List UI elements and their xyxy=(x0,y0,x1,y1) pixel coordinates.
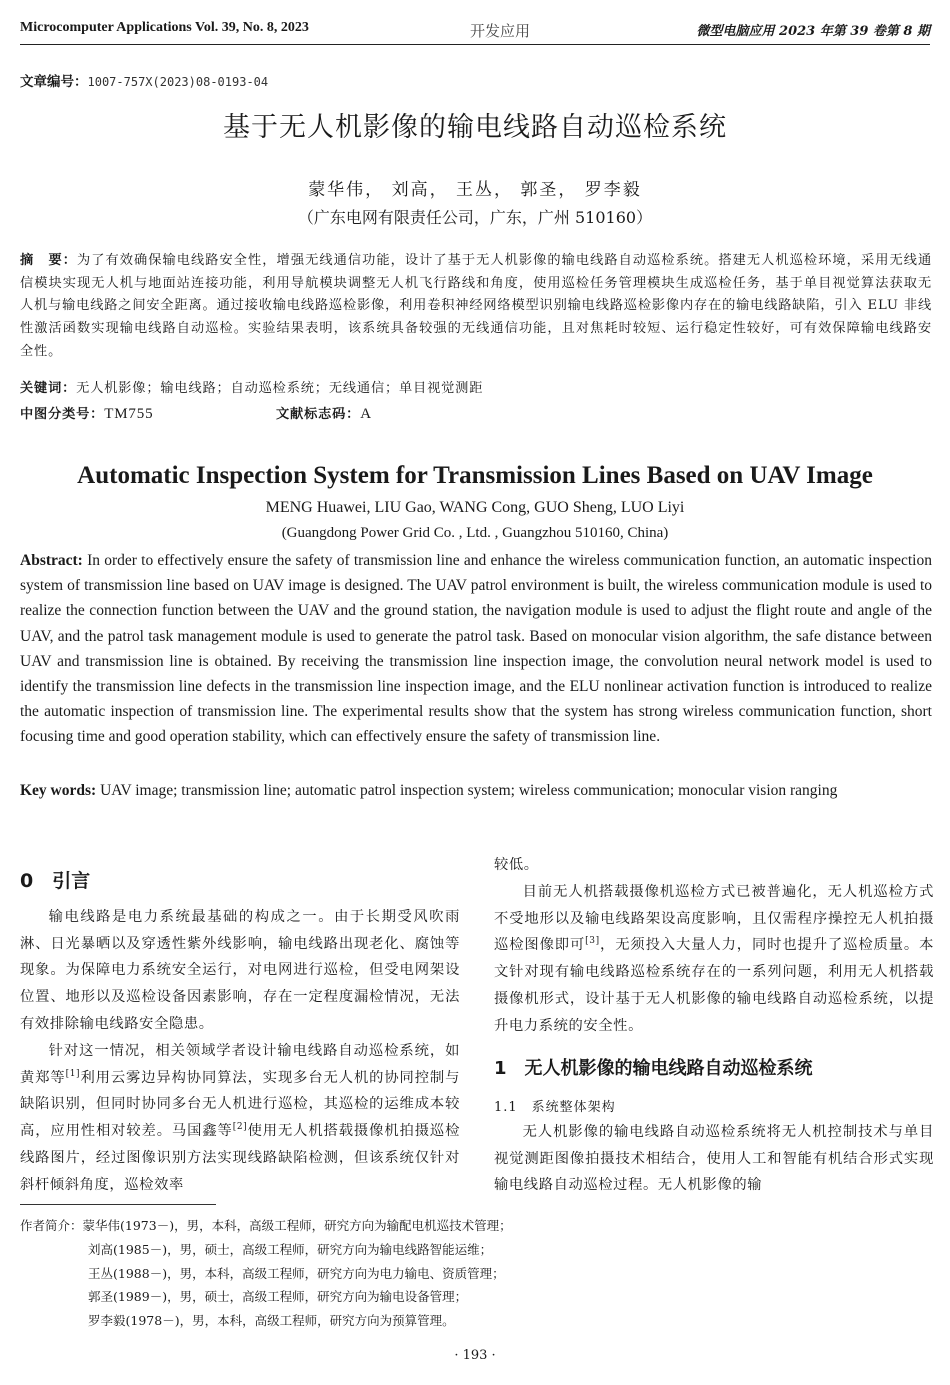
footnote-line-5: 罗李毅(1978－)，男，本科，高级工程师，研究方向为预算管理。 xyxy=(88,1313,455,1329)
abstract-cn-text: 为了有效确保输电线路安全性，增强无线通信功能，设计了基于无人机影像的输电线路自动巡检系统。搭建无人机巡检环境，采用无线通信模块实现无人机与地面站连接功能，利用导航模块调整无人机飞行路线和角度，使用巡检任务管理模块生成巡检任务，基于单目视觉算法获取无人机与输电线路之间安全距离。通过接收输电线路巡检影像，利用卷积神经网络模型识别输电线路巡检影像内存在的输电线路缺陷，引入 ELU 非线性激活函数实现输电线路自动巡检。实验结果表明，该系统具备较强的无线通信功能，且对焦耗时较短、运行稳定性较好，可有效保障输电线路安全性。 xyxy=(20,253,932,359)
keywords-cn-label: 关键词： xyxy=(20,381,77,396)
author-footnote xyxy=(20,1214,512,1333)
authors-cn: 蒙华伟， 刘高， 王丛， 郭圣， 罗李毅 xyxy=(308,180,642,200)
abstract-en xyxy=(20,548,932,750)
section-0-p2-part-c: 使用无人机搭载摄像机拍摄巡检线路图片，经过图像识别方法实现线路缺陷检测，但该系统仅针对斜杆倾斜角度，巡检效率 xyxy=(20,1123,460,1193)
section-1-heading: 1 无人机影像的输电线路自动巡检系统 xyxy=(494,1058,813,1079)
journal-name-cn: 微型电脑应用 2023 年第 39 卷第 8 期 xyxy=(696,24,930,39)
title-cn: 基于无人机影像的输电线路自动巡检系统 xyxy=(223,112,727,143)
affiliation-cn: （广东电网有限责任公司，广东，广州 510160） xyxy=(297,208,653,227)
abstract-cn xyxy=(20,250,932,364)
authors-en: MENG Huawei, LIU Gao, WANG Cong, GUO Sheng, LUO Liyi xyxy=(265,499,685,516)
title-en: Automatic Inspection System for Transmission Lines Based on UAV Image xyxy=(77,462,873,489)
footnote-label: 作者简介： xyxy=(20,1218,83,1233)
section-0-p2-continued: 较低。 xyxy=(494,857,539,873)
footnote-line-3: 王丛(1988－)，男，本科，高级工程师，研究方向为电力输电、资质管理； xyxy=(88,1265,505,1281)
citation-3: [3] xyxy=(585,936,600,947)
keywords-en-label: Key words: xyxy=(20,782,97,799)
article-number xyxy=(20,70,268,90)
section-0-p2-part-a: 针对这一情况，相关领域学者设计输电线路自动巡检系统，如黄郑等 xyxy=(20,1043,460,1086)
citation-2: [2] xyxy=(232,1122,248,1133)
article-number-label: 文章编号： xyxy=(20,74,88,90)
doc-code-label: 文献标志码： xyxy=(276,407,361,422)
subsection-1-1-heading: 1.1 系统整体架构 xyxy=(494,1100,616,1115)
clc-value: TM755 xyxy=(104,406,154,422)
clc-number xyxy=(20,403,153,427)
section-0-paragraph-3 xyxy=(494,879,934,1039)
keywords-en xyxy=(20,778,932,803)
abstract-en-label: Abstract: xyxy=(20,552,83,569)
section-label: 开发应用 xyxy=(470,22,531,40)
section-0-p3-part-b: ，无须投入大量人力，同时也提升了巡检质量。本文针对现有输电线路巡检系统存在的一系列问题，利用无人机搭载摄像机形式，设计基于无人机影像的输电线路自动巡检系统，以提升电力系统的安全性。 xyxy=(494,937,934,1034)
section-0-p3-part-a: 目前无人机搭载摄像机巡检方式已被普遍化，无人机巡检方式不受地形以及输电线路架设高度影响，且仅需程序操控无人机拍摄巡检图像即可 xyxy=(494,884,934,954)
keywords-en-text: UAV image; transmission line; automatic patrol inspection system; wireless communication; monocular vision ranging xyxy=(96,782,838,799)
section-0-p2-part-b: 利用云雾边异构协同算法，实现多台无人机的协同控制与缺陷识别，但同时协同多台无人机进行巡检，其巡检的运维成本较高，应用性相对较差。马国鑫等 xyxy=(20,1069,460,1140)
footnote-line-4: 郭圣(1989－)，男，硕士，高级工程师，研究方向为输电设备管理； xyxy=(88,1289,468,1305)
footnote-line-2: 刘高(1985－)，男，硕士，高级工程师，研究方向为输电线路智能运维； xyxy=(88,1241,493,1257)
page-number: · 193 · xyxy=(454,1348,496,1363)
section-0-paragraph-1: 输电线路是电力系统最基础的构成之一。由于长期受风吹雨淋、日光暴晒以及穿透性紫外线影响，输电线路出现老化、腐蚀等现象。为保障电力系统安全运行，对电网进行巡检，但受电网架设位置、地形以及巡检设备因素影响，存在一定程度漏检情况，无法有效排除输电线路安全隐患。 xyxy=(20,909,460,1032)
document-code xyxy=(276,403,372,427)
footnote-rule xyxy=(20,1204,216,1205)
abstract-cn-label: 摘 要： xyxy=(20,253,78,268)
abstract-en-text: In order to effectively ensure the safety of transmission line and enhance the wireless communication function, an automatic inspection system of transmission line based on UAV image is designed. The UAV patrol environment is built, the wireless communication module is used to realize the connection function between the UAV and the ground station, the navigation module is used to adjust the flight route and angle of the UAV, and the patrol task management module is used to generate the patrol task. Based on monocular vision algorithm, the safe distance between UAV and transmission line is obtained. By receiving the transmission line inspection image, the convolution neural network model is used to identify the transmission line defects in the transmission line inspection image, and the ELU nonlinear activation function is introduced to realize the automatic inspection of transmission line. The experimental results show that the system has strong wireless communication function, short focusing time and good operation stability, which can effectively ensure the safety of transmission line. xyxy=(20,552,932,746)
keywords-cn xyxy=(20,378,932,401)
affiliation-en: (Guangdong Power Grid Co. , Ltd. , Guangzhou 510160, China) xyxy=(281,525,669,541)
header-rule xyxy=(20,44,930,45)
clc-label: 中图分类号： xyxy=(20,407,105,422)
journal-name-en: Microcomputer Applications Vol. 39, No. 8, 2023 xyxy=(20,20,309,35)
footnote-line-1: 蒙华伟(1973－)，男，本科，高级工程师，研究方向为输配电机巡技术管理； xyxy=(82,1218,512,1233)
doc-code-value: A xyxy=(360,406,372,422)
keywords-cn-text: 无人机影像；输电线路；自动巡检系统；无线通信；单目视觉测距 xyxy=(76,381,484,396)
section-1-paragraph-1: 无人机影像的输电线路自动巡检系统将无人机控制技术与单目视觉测距图像拍摄技术相结合，使用人工和智能有机结合形式实现输电线路自动巡检过程。无人机影像的输 xyxy=(494,1124,934,1194)
article-number-value: 1007-757X(2023)08-0193-04 xyxy=(87,75,269,89)
section-0-heading: 0 引言 xyxy=(20,870,91,892)
section-0-paragraph-2 xyxy=(20,1038,460,1198)
citation-1: [1] xyxy=(65,1068,81,1079)
